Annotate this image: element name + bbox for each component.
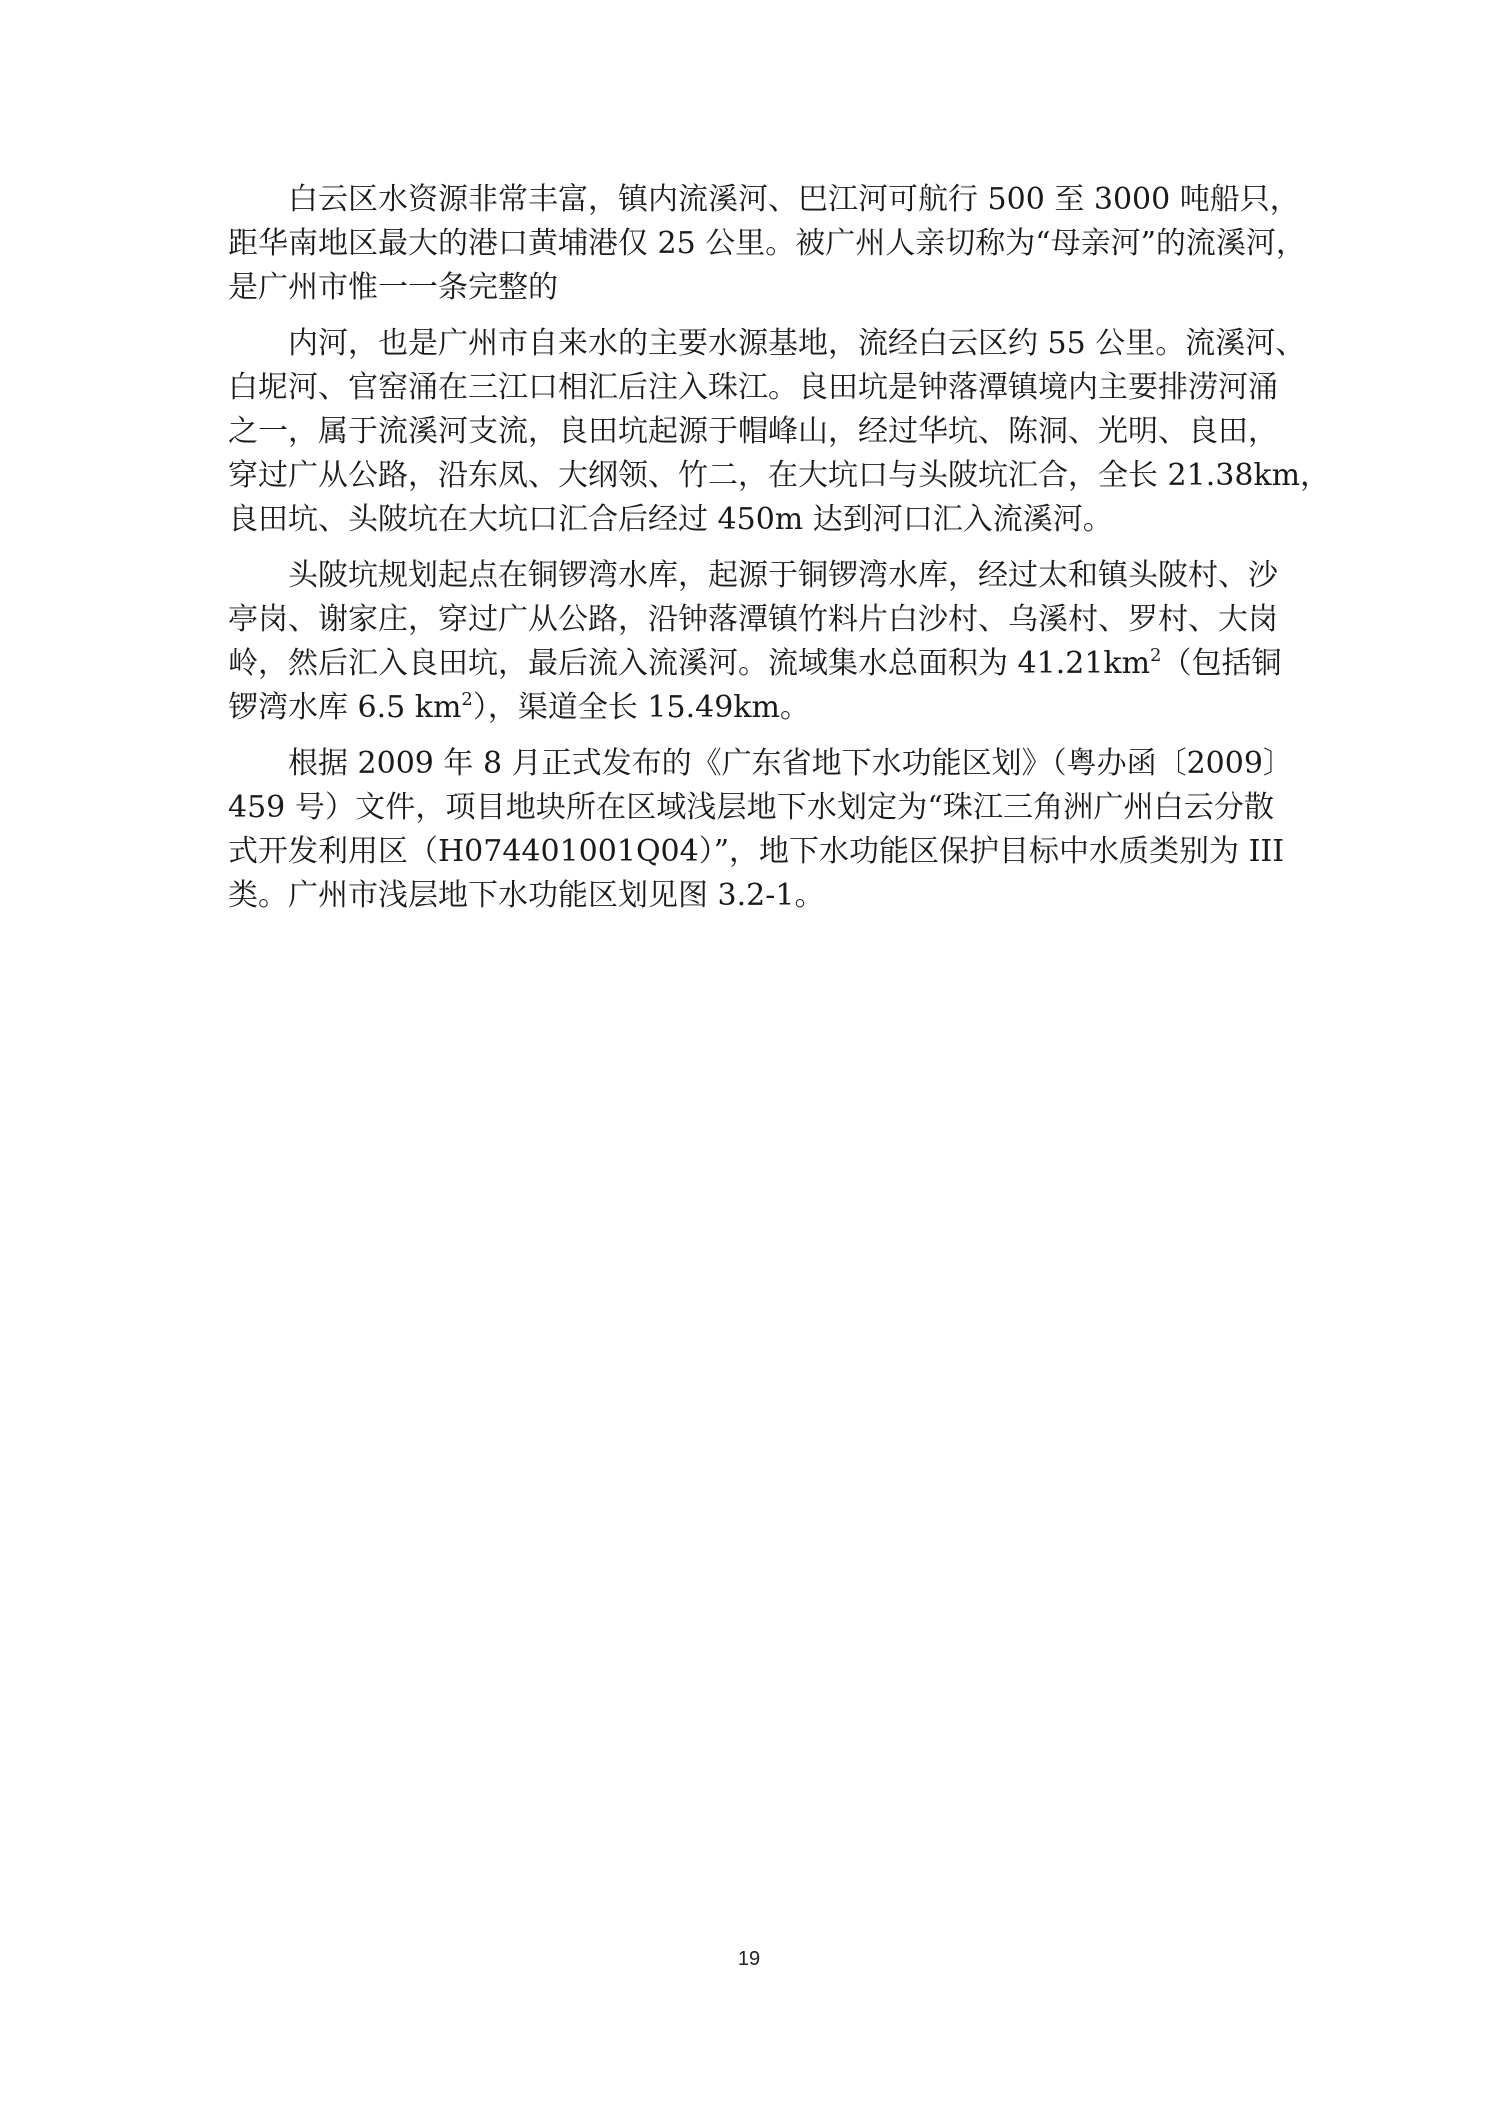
paragraph-2-line-2: 白坭河、官窑涌在三江口相汇后注入珠江。良田坑是钟落潭镇境内主要排涝河涌 <box>228 370 1278 405</box>
paragraph-spacing <box>228 542 1274 554</box>
paragraph-2-line-5: 良田坑、头陂坑在大坑口汇合后经过 450m 达到河口汇入流溪河。 <box>228 502 1113 537</box>
paragraph-1-line-3: 是广州市惟一一条完整的 <box>228 270 558 305</box>
paragraph-2-line-3: 之一，属于流溪河支流，良田坑起源于帽峰山，经过华坑、陈洞、光明、良田， <box>228 414 1278 449</box>
paragraph-3-line-1: 头陂坑规划起点在铜锣湾水库，起源于铜锣湾水库，经过太和镇头陂村、沙 <box>288 558 1278 593</box>
paragraph-3-line-2: 亭岗、谢家庄，穿过广从公路，沿钟落潭镇竹料片白沙村、乌溪村、罗村、大岗 <box>228 602 1278 637</box>
paragraph-3-line-4 <box>228 686 1274 730</box>
paragraph-spacing <box>228 310 1274 322</box>
paragraph-spacing <box>228 730 1274 742</box>
superscript: 2 <box>461 689 473 710</box>
paragraph-4-line-2: 459 号）文件，项目地块所在区域浅层地下水划定为“珠江三角洲广州白云分散 <box>228 790 1274 825</box>
paragraph-2-line-4: 穿过广从公路，沿东凤、大纲领、竹二，在大坑口与头陂坑汇合，全长 21.38km， <box>228 458 1331 493</box>
paragraph-3-line-3 <box>228 642 1282 686</box>
paragraph-4-line-3: 式开发利用区（H074401001Q04）”，地下水功能区保护目标中水质类别为 III <box>228 834 1285 869</box>
page-number: 19 <box>737 1948 761 1970</box>
paragraph-1-line-1: 白云区水资源非常丰富，镇内流溪河、巴江河可航行 500 至 3000 吨船只， <box>288 182 1300 217</box>
paragraph-1-line-2: 距华南地区最大的港口黄埔港仅 25 公里。被广州人亲切称为“母亲河”的流溪河， <box>228 226 1306 261</box>
line-text: 锣湾水库 6.5 km <box>228 690 462 725</box>
line-text: ），渠道全长 15.49km。 <box>472 690 810 725</box>
line-text: 岭，然后汇入良田坑，最后流入流溪河。流域集水总面积为 41.21km <box>228 646 1151 681</box>
paragraph-2-line-1: 内河，也是广州市自来水的主要水源基地，流经白云区约 55 公里。流溪河、 <box>288 326 1306 361</box>
paragraph-4-line-1: 根据 2009 年 8 月正式发布的《广东省地下水功能区划》（粤办函〔2009〕 <box>288 746 1293 781</box>
paragraph-4-line-4: 类。广州市浅层地下水功能区划见图 3.2-1。 <box>228 878 825 913</box>
body-text <box>228 178 1331 918</box>
line-text: （包括铜 <box>1161 646 1282 681</box>
superscript: 2 <box>1150 645 1162 666</box>
